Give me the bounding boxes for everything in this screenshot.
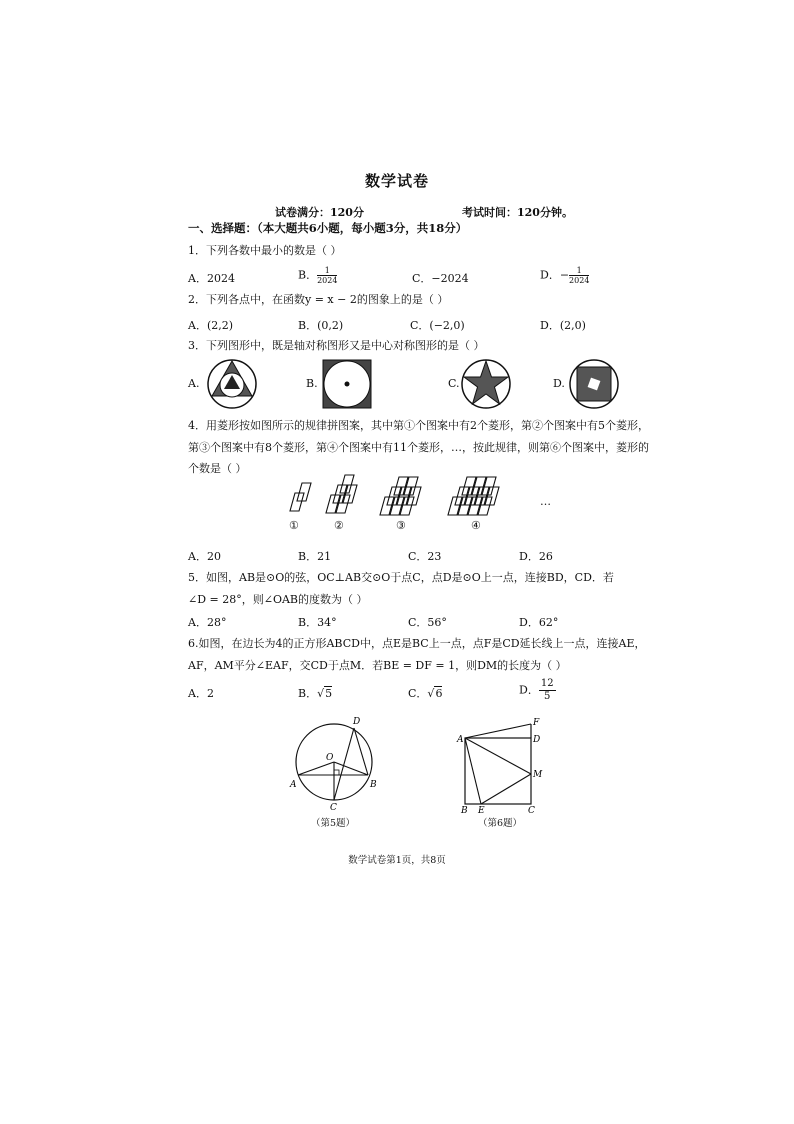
- q6-option-a: A．2: [188, 687, 214, 700]
- q4-ellipsis: …: [540, 495, 551, 508]
- q5-option-b: B．34°: [298, 616, 337, 629]
- q4-option-d: D．26: [519, 550, 553, 563]
- fig6-label-a: A: [457, 735, 464, 745]
- fig6-label-d: D: [533, 735, 541, 745]
- q2-option-d: D．(2,0): [540, 319, 586, 332]
- exam-time: 考试时间：120分钟。: [462, 206, 573, 219]
- q3-text: 3．下列图形中，既是轴对称图形又是中心对称图形的是（ ）: [188, 339, 485, 352]
- q6-option-b: B．√5: [298, 687, 333, 700]
- rhombus: [448, 497, 462, 515]
- fig5-label-c: C: [330, 803, 337, 813]
- q3-figure-b: [321, 358, 373, 410]
- q3-figure-a: [206, 358, 258, 410]
- rhombus: [297, 483, 311, 501]
- q4-pattern-label-1: ①: [289, 519, 299, 532]
- q3-option-d-label: D.: [553, 377, 565, 390]
- q3-figure-c: [460, 358, 512, 410]
- q4-pattern-label-4: ④: [471, 519, 481, 532]
- section-heading: 一、选择题：（本大题共6小题，每小题3分，共18分）: [188, 221, 468, 235]
- fig6-label-b: B: [461, 806, 468, 816]
- full-score: 试卷满分：120分: [275, 206, 364, 219]
- q4-option-c: C．23: [408, 550, 442, 563]
- fig6-label-c: C: [528, 806, 535, 816]
- q4-rhombus-patterns: [280, 473, 540, 523]
- q5-circle-figure: [288, 712, 384, 812]
- fig6-label-f: F: [533, 718, 540, 728]
- q1-option-b: B． $\frac{1}{2024}$: [298, 266, 338, 285]
- q4-line-2: 第③个图案中有8个菱形，第④个图案中有11个菱形，…，按此规律，则第⑥个图案中，菱形的: [188, 441, 649, 454]
- page-title: 数学试卷: [364, 172, 429, 190]
- q6-line-2: AF，AM平分∠EAF，交CD于点M．若BE = DF = 1，则DM的长度为（ ）: [188, 659, 567, 672]
- fig5-caption: （第5题）: [311, 818, 356, 829]
- q6-option-c: C．√6: [408, 687, 443, 700]
- q1-text: 1．下列各数中最小的数是（ ）: [188, 244, 342, 257]
- q5-line-2: ∠D = 28°，则∠OAB的度数为（ ）: [188, 593, 368, 606]
- q4-option-a: A．20: [188, 550, 221, 563]
- q6-line-1: 6.如图，在边长为4的正方形ABCD中，点E是BC上一点，点F是CD延长线上一点，连接AE，: [188, 637, 646, 650]
- q2-option-b: B．(0,2): [298, 319, 344, 332]
- q4-line-1: 4．用菱形按如图所示的规律拼图案，其中第①个图案中有2个菱形，第②个图案中有5个菱形，: [188, 419, 649, 432]
- fig5-label-o: O: [326, 753, 334, 763]
- q2-option-a: A．(2,2): [188, 319, 234, 332]
- q6-option-d: D． $\frac{12}{5}$: [519, 678, 554, 702]
- rhombus: [380, 497, 394, 515]
- q1-option-a: A．2024: [188, 272, 235, 285]
- rhombus: [326, 495, 340, 513]
- q4-pattern-label-3: ③: [396, 519, 406, 532]
- q4-line-3: 个数是（ ）: [188, 462, 247, 475]
- q4-option-b: B．21: [298, 550, 332, 563]
- page-footer: 数学试卷第1页，共8页: [348, 855, 446, 866]
- fig5-label-b: B: [370, 780, 377, 790]
- q5-option-d: D．62°: [519, 616, 559, 629]
- q3-figure-d: [568, 358, 620, 410]
- fig6-label-e: E: [478, 806, 485, 816]
- q2-text: 2．下列各点中，在函数y = x − 2的图象上的是（ ）: [188, 293, 449, 306]
- q5-line-1: 5．如图，AB是⊙O的弦，OC⊥AB交⊙O于点C，点D是⊙O上一点，连接BD，CD．若: [188, 571, 614, 584]
- fig6-label-m: M: [533, 770, 543, 780]
- q4-pattern-label-2: ②: [334, 519, 344, 532]
- fig5-label-a: A: [290, 780, 297, 790]
- q3-option-b-label: B.: [306, 377, 318, 390]
- fig6-caption: （第6题）: [478, 818, 523, 829]
- q2-option-c: C．(−2,0): [410, 319, 465, 332]
- q1-option-c: C．−2024: [412, 272, 469, 285]
- q5-option-c: C．56°: [408, 616, 447, 629]
- q3-option-a-label: A.: [188, 377, 200, 390]
- q6-square-figure: [455, 714, 555, 814]
- fig5-label-d: D: [353, 717, 361, 727]
- q5-option-a: A．28°: [188, 616, 227, 629]
- rhombus: [290, 493, 304, 511]
- q1-option-d: D．− $\frac{1}{2024}$: [540, 266, 590, 285]
- q3-option-c-label: C.: [448, 377, 460, 390]
